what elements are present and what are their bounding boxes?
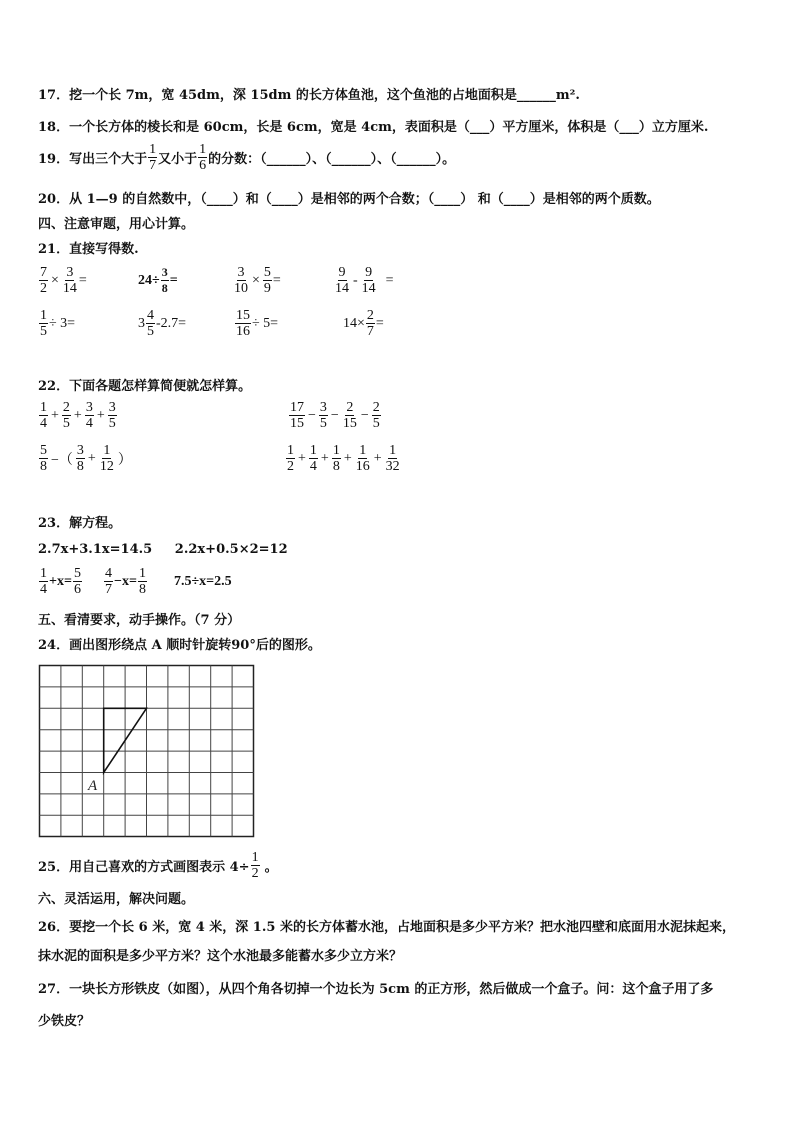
operator: + [373,450,382,466]
operator: + [96,407,105,423]
section-4-heading: 四、注意审题，用心计算。 [38,217,195,232]
question-27-line-1: 27．一块长方形铁皮（如图），从四个角各切掉一个边长为 5cm 的正方形，然后做成一个盒子。问：这个盒子用了多 [38,982,714,997]
question-18: 18．一个长方体的棱长和是 60cm，长是 6cm，宽是 4cm，表面积是（___）平方厘米，体积是（___）立方厘米. [38,120,709,135]
q21-expr-1: $\frac{7}{2}$ × $\frac{3}{14}$ = [40,265,87,296]
question-23-title: 23．解方程。 [38,516,122,531]
fraction: $\frac{5}{8}$ [40,443,47,474]
point-a-label: A [88,778,98,794]
grid-figure [38,664,256,840]
fraction: $\frac{1}{6}$ [199,142,207,173]
question-25: 25．用自己喜欢的方式画图表示 4÷ $\frac{1}{2}$ 。 [38,850,278,881]
operator: + [73,407,82,423]
question-19: 19．写出三个大于 $\frac{1}{7}$ 又小于 $\frac{1}{6}$ 的分数：（______）、（______）、（______）。 [38,142,456,173]
question-22-title: 22．下面各题怎样算简便就怎样算。 [38,379,252,394]
q22-expr-2 [288,400,382,431]
section-5-heading: 五、看清要求，动手操作。（7 分） [38,613,241,628]
fraction: $\frac{1}{12}$ [99,443,114,474]
fraction: $\frac{17}{15}$ [290,400,304,431]
fraction: $\frac{1}{16}$ [355,443,370,474]
fraction: $\frac{1}{7}$ [149,142,157,173]
fraction: $\frac{3}{5}$ [319,400,327,431]
operator: + [87,450,96,466]
operator: + [320,450,329,466]
operator: + [343,450,352,466]
question-17: 17．挖一个长 7m，宽 45dm，深 15dm 的长方体鱼池，这个鱼池的占地面积是______m². [38,88,580,103]
q21-expr-6: 3 $\frac{4}{5}$ -2.7= [138,308,187,339]
q23-equations-line-1: 2.7x+3.1x=14.5 2.2x+0.5×2=12 [38,542,288,557]
q21-expr-2: 24÷ $\frac{3}{8}$ = [138,265,178,295]
section-6-heading: 六、灵活运用，解决问题。 [38,892,195,907]
q21-expr-7: $\frac{15}{16}$ ÷ 5= [236,308,279,339]
operator: − [360,407,369,423]
question-27-line-2: 少铁皮？ [38,1014,91,1029]
fraction: $\frac{2}{15}$ [342,400,357,431]
question-24: 24．画出图形绕点 A 顺时针旋转90°后的图形。 [38,638,321,653]
q21-expr-4: $\frac{9}{14}$ - $\frac{9}{14}$ = [335,265,394,296]
q23-equations-line-2: $\frac{1}{4}$ +x= $\frac{5}{6}$ $\frac{4}{7}$ −x= $\frac{1}{8}$ 7.5÷x=2.5 [40,566,232,597]
fraction: $\frac{1}{2}$ [287,443,294,474]
question-20: 20．从 1—9 的自然数中，（____）和（____）是相邻的两个合数；（____） 和（____）是相邻的两个质数。 [38,192,660,207]
operator: −（ [51,452,73,468]
fraction: $\frac{3}{8}$ [76,443,84,474]
operator: − [308,407,316,423]
fraction: $\frac{1}{8}$ [332,443,340,474]
fraction: $\frac{2}{5}$ [372,400,380,431]
question-26-line-2: 抹水泥的面积是多少平方米？这个水池最多能蓄水多少立方米？ [38,949,403,964]
q21-expr-3: $\frac{3}{10}$ × $\frac{5}{9}$ = [234,265,281,296]
question-26-line-1: 26．要挖一个长 6 米，宽 4 米，深 1.5 米的长方体蓄水池，占地面积是多少平方米？把水池四壁和底面用水泥抹起来， [38,920,735,935]
operator: − [330,407,339,423]
q22-expr-4 [285,443,402,474]
fraction: $\frac{1}{4}$ [309,443,317,474]
fraction: $\frac{3}{5}$ [108,400,116,431]
q21-expr-5: $\frac{1}{5}$ ÷ 3= [40,308,76,339]
question-21-title: 21．直接写得数. [38,242,139,257]
operator: + [51,407,59,423]
q22-expr-1 [38,400,118,431]
fraction: $\frac{1}{32}$ [385,443,400,474]
grid-lines [40,666,254,837]
fraction: $\frac{2}{5}$ [62,400,70,431]
operator: + [298,450,306,466]
q22-expr-3 [38,443,134,474]
q21-expr-8: 14× $\frac{2}{7}$ = [343,308,384,339]
operator: ） [117,452,132,468]
fraction: $\frac{3}{4}$ [85,400,93,431]
fraction: $\frac{1}{4}$ [40,400,47,431]
